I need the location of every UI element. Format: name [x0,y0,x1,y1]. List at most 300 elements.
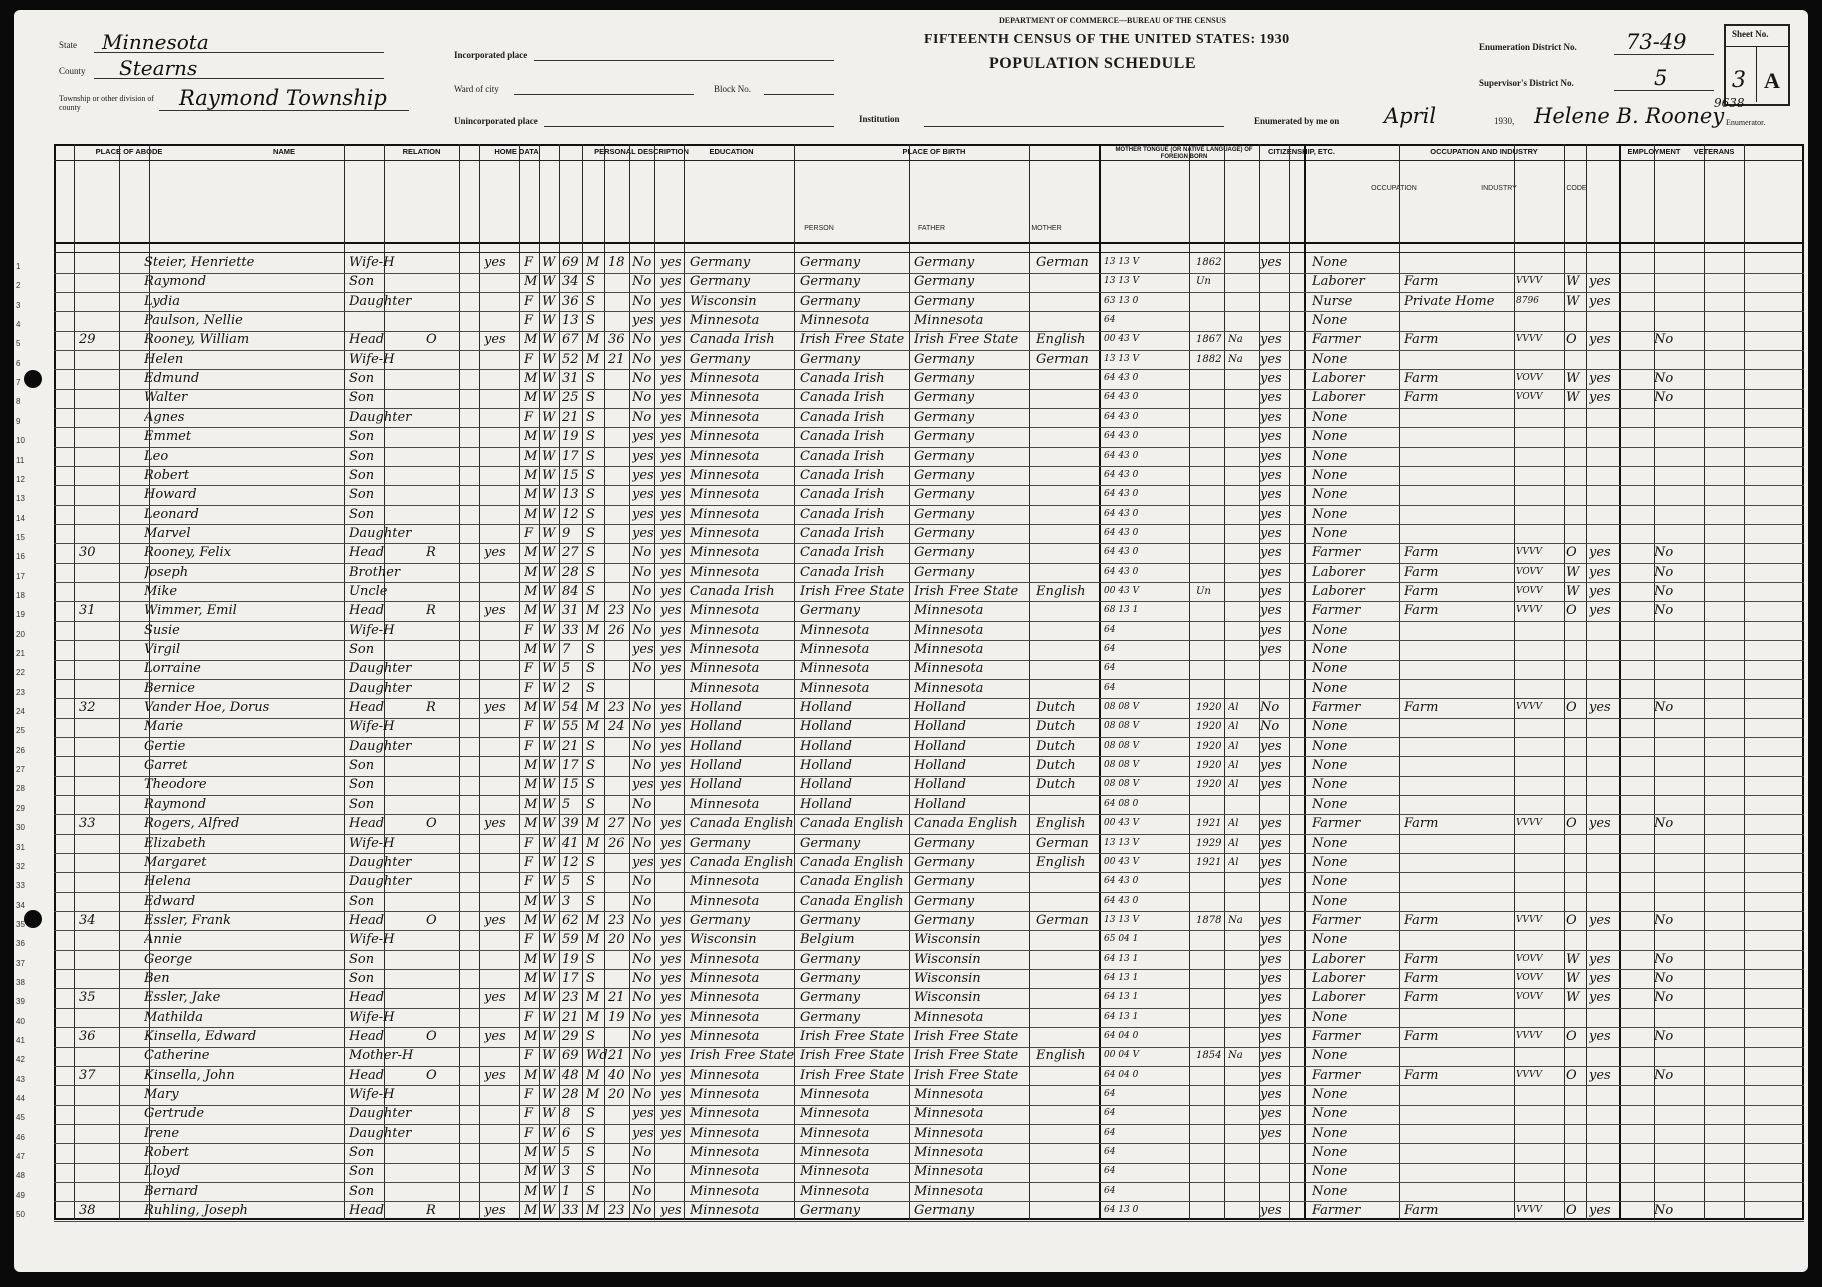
line-number: 43 [16,1074,25,1084]
home-tenure: R [426,603,436,619]
col-mother: MOTHER [1031,225,1062,232]
age: 3 [562,1164,571,1180]
unincorporated-label: Unincorporated place [454,116,538,126]
employed: yes [1589,1067,1611,1083]
mother-tongue: Dutch [1036,777,1076,793]
sex: F [524,1048,534,1064]
race: W [542,1183,556,1199]
sex: M [524,583,538,599]
dwelling-number: 37 [79,1067,96,1083]
age: 17 [562,448,579,464]
age: 62 [562,912,579,928]
age: 21 [562,738,579,754]
relation: Head [349,700,385,716]
sex: M [524,1145,538,1161]
speaks-english: yes [1260,622,1282,638]
birthplace-father: Germany [800,293,861,309]
relation: Head [349,816,385,832]
person-name: Annie [144,932,182,948]
speaks-english: yes [1260,1048,1282,1064]
industry: Farm [1404,700,1439,716]
immigration-year: 1878 [1196,914,1222,926]
occupation: Laborer [1312,970,1365,986]
home-tenure: O [426,332,437,348]
table-row [16,272,1804,293]
veteran: No [1654,332,1674,348]
birthplace-father: Minnesota [800,680,870,696]
line-number: 41 [16,1036,25,1045]
age-at-marriage: 40 [608,1067,625,1083]
occupation: Laborer [1312,371,1365,387]
birthplace-person: Minnesota [690,661,760,677]
occupation: Farmer [1312,603,1361,619]
group-place-of-abode: PLACE OF ABODE [95,147,163,156]
line-number: 10 [16,436,25,446]
age: 2 [562,680,571,696]
marital-status: Wd [586,1048,608,1064]
radio: yes [484,816,506,832]
naturalization: Na [1228,1050,1243,1062]
table-row [16,485,1804,506]
occupation: Farmer [1312,816,1361,832]
read-write: yes [660,661,682,677]
school: No [632,874,652,890]
speaks-english: yes [1260,874,1282,890]
speaks-english: yes [1260,1087,1282,1103]
col-father: FATHER [917,225,946,232]
birthplace-father: Minnesota [800,1145,870,1161]
birthplace-mother: Canada English [914,816,1018,832]
birthplace-mother: Germany [914,854,975,870]
birthplace-mother: Germany [914,448,975,464]
read-write: yes [660,371,682,387]
relation: Wife-H [349,1087,395,1103]
race: W [542,525,556,541]
birthplace-father: Germany [800,255,861,270]
table-row [16,853,1804,874]
relation: Head [349,332,385,348]
person-name: George [144,951,193,967]
radio: yes [484,603,506,619]
birthplace-code: 64 04 0 [1104,1069,1139,1080]
supervisor-value: 5 [1654,66,1668,90]
person-name: Gertrude [144,1106,205,1122]
read-write: yes [660,274,682,290]
sex: M [524,990,538,1006]
occupation: None [1312,893,1348,909]
speaks-english: yes [1260,1029,1282,1044]
birthplace-code: 64 43 0 [1104,431,1139,442]
radio: yes [484,912,506,928]
birthplace-code: 64 13 1 [1104,1011,1139,1022]
birthplace-code: 64 [1104,1127,1116,1138]
speaks-english: yes [1260,506,1282,522]
employed: yes [1589,970,1611,986]
race: W [542,274,556,290]
age: 15 [562,777,579,793]
occupation: None [1312,854,1348,870]
occupation: Farmer [1312,1067,1361,1083]
employed: yes [1589,816,1611,832]
school: yes [632,429,654,445]
birthplace-mother: Minnesota [914,680,984,696]
birthplace-person: Minnesota [690,409,760,425]
class-of-worker: W [1566,990,1580,1006]
birthplace-code: 65 04 1 [1104,934,1139,945]
line-number: 16 [16,552,25,562]
group-employment: EMPLOYMENT [1627,147,1681,156]
race: W [542,970,556,986]
occupation-code: VVVV [1516,276,1542,287]
person-name: Virgil [144,642,181,657]
race: W [542,332,556,348]
table-row [16,1046,1804,1067]
race: W [542,564,556,580]
sex: M [524,1029,538,1044]
birthplace-father: Germany [800,603,861,619]
birthplace-mother: Irish Free State [914,1067,1019,1083]
veteran: No [1654,951,1674,967]
birthplace-code: 00 43 V [1104,585,1140,596]
class-of-worker: O [1566,912,1577,928]
race: W [542,758,556,774]
read-write: yes [660,293,682,309]
occupation: None [1312,1087,1348,1103]
line-number: 4 [16,320,21,330]
birthplace-father: Germany [800,970,861,986]
employed: yes [1589,990,1611,1006]
age: 34 [562,274,579,290]
race: W [542,700,556,716]
employed: yes [1589,603,1611,619]
read-write: yes [660,951,682,967]
birthplace-father: Canada Irish [800,429,885,445]
naturalization: Al [1228,740,1239,752]
person-name: Robert [144,1145,190,1161]
occupation-code: VOVV [1516,953,1543,964]
person-name: Marie [144,719,184,735]
age: 8 [562,1106,571,1122]
birthplace-person: Germany [690,835,751,851]
table-row [16,1008,1804,1029]
table-row [16,1182,1804,1203]
person-name: Wimmer, Emil [144,603,237,619]
birthplace-person: Minnesota [690,564,760,580]
sex: F [524,661,534,677]
relation: Head [349,912,385,928]
line-number: 42 [16,1055,25,1065]
read-write: yes [660,1125,682,1141]
relation: Son [349,448,375,464]
relation: Head [349,1067,385,1083]
birthplace-person: Canada English [690,816,794,832]
birthplace-mother: Germany [914,545,975,561]
birthplace-code: 08 08 V [1104,702,1140,713]
table-row [16,698,1804,719]
birthplace-code: 64 43 0 [1104,411,1139,422]
person-name: Agnes [144,409,185,425]
table-row [16,543,1804,564]
relation: Wife-H [349,351,395,367]
industry: Farm [1404,371,1439,387]
marital-status: S [586,970,595,986]
age-at-marriage: 23 [608,1203,625,1219]
employed: yes [1589,1203,1611,1219]
birthplace-code: 64 13 1 [1104,992,1139,1003]
race: W [542,951,556,967]
race: W [542,429,556,445]
speaks-english: yes [1260,332,1282,348]
school: No [632,332,652,348]
relation: Head [349,990,385,1006]
read-write: yes [660,816,682,832]
marital-status: S [586,738,595,754]
birthplace-person: Minnesota [690,1183,760,1199]
marital-status: M [586,1087,600,1103]
immigration-year: 1862 [1196,257,1222,268]
read-write: yes [660,332,682,348]
age-at-marriage: 19 [608,1009,625,1025]
birthplace-father: Irish Free State [800,1067,905,1083]
line-number: 12 [16,474,25,484]
birthplace-father: Holland [800,796,852,812]
age: 25 [562,390,579,406]
school: No [632,700,652,716]
read-write: yes [660,409,682,425]
birthplace-mother: Germany [914,912,975,928]
industry: Farm [1404,583,1439,599]
employed: yes [1589,564,1611,580]
sex: F [524,719,534,735]
line-number: 28 [16,784,25,794]
birthplace-person: Holland [690,758,742,774]
person-name: Gertie [144,738,186,754]
read-write: yes [660,990,682,1006]
marital-status: S [586,951,595,967]
mother-tongue: English [1036,1048,1086,1064]
sex: M [524,777,538,793]
birthplace-code: 00 04 V [1104,1050,1140,1061]
person-name: Leonard [144,506,199,522]
age: 48 [562,1067,579,1083]
occupation-code: VVVV [1516,547,1542,558]
birthplace-code: 64 08 0 [1104,798,1139,809]
line-number: 27 [16,765,25,775]
speaks-english: yes [1260,545,1282,561]
table-row [16,427,1804,448]
birthplace-code: 64 [1104,1108,1116,1119]
birthplace-mother: Minnesota [914,1106,984,1122]
birthplace-mother: Minnesota [914,622,984,638]
read-write: yes [660,429,682,445]
veteran: No [1654,912,1674,928]
relation: Head [349,1203,385,1219]
speaks-english: yes [1260,255,1282,270]
person-name: Joseph [144,564,189,580]
birthplace-mother: Minnesota [914,642,984,657]
relation: Head [349,545,385,561]
relation: Daughter [349,409,412,425]
age: 13 [562,313,579,329]
schedule-title: POPULATION SCHEDULE [989,55,1197,72]
sex: F [524,313,534,329]
relation: Daughter [349,525,412,541]
birthplace-code: 13 13 V [1104,276,1140,287]
birthplace-code: 00 43 V [1104,818,1140,829]
sex: M [524,467,538,483]
incorporated-label: Incorporated place [454,50,528,60]
race: W [542,545,556,561]
birthplace-father: Canada Irish [800,371,885,387]
birthplace-code: 63 13 0 [1104,295,1139,306]
naturalization: Na [1228,353,1243,365]
school: No [632,390,652,406]
enum-district-label: Enumeration District No. [1479,42,1577,52]
col-occupation: OCCUPATION [1371,185,1417,192]
birthplace-code: 64 04 0 [1104,1031,1139,1041]
industry: Farm [1404,1067,1439,1083]
sex: M [524,970,538,986]
line-number: 19 [16,610,25,620]
relation: Son [349,371,375,387]
age: 5 [562,796,571,812]
occupation: None [1312,313,1348,329]
birthplace-code: 64 43 0 [1104,547,1139,558]
occupation: None [1312,835,1348,851]
line-number: 34 [16,900,25,910]
footer-instructions [54,1223,1804,1267]
sex: M [524,796,538,812]
birthplace-code: 08 08 V [1104,779,1140,790]
age: 41 [562,835,579,851]
birthplace-person: Minnesota [690,1203,760,1219]
person-name: Ruhling, Joseph [144,1203,248,1219]
home-tenure: O [426,816,437,832]
school: yes [632,525,654,541]
class-of-worker: W [1566,970,1580,986]
naturalization: Al [1228,760,1239,772]
race: W [542,893,556,909]
person-name: Essler, Jake [144,990,221,1006]
mother-tongue: Dutch [1036,738,1076,754]
birthplace-person: Minnesota [690,990,760,1006]
birthplace-father: Minnesota [800,1183,870,1199]
school: No [632,622,652,638]
marital-status: S [586,467,595,483]
col-person: PERSON [804,225,834,232]
home-tenure: O [426,1067,437,1083]
veteran: No [1654,700,1674,716]
age-at-marriage: 27 [608,816,625,832]
birthplace-person: Germany [690,912,751,928]
line-number: 49 [16,1190,25,1200]
birthplace-mother: Irish Free State [914,583,1019,599]
sex: M [524,1164,538,1180]
relation: Head [349,1029,385,1044]
birthplace-father: Holland [800,719,852,735]
state-value: Minnesota [102,30,209,54]
side-number: 9638 [1714,96,1745,110]
school: No [632,816,652,832]
employed: yes [1589,700,1611,716]
read-write: yes [660,603,682,619]
table-row [16,1027,1804,1048]
birthplace-mother: Minnesota [914,1183,984,1199]
immigration-year: 1921 [1196,856,1222,868]
school: No [632,1145,652,1161]
birthplace-father: Minnesota [800,1087,870,1103]
dwelling-number: 38 [79,1203,96,1219]
census-sheet [14,10,1808,1272]
school: No [632,738,652,754]
school: yes [632,854,654,870]
birthplace-person: Minnesota [690,506,760,522]
radio: yes [484,545,506,561]
employed: yes [1589,390,1611,406]
veteran: No [1654,583,1674,599]
marital-status: S [586,893,595,909]
age-at-marriage: 23 [608,912,625,928]
race: W [542,874,556,890]
table-row [16,892,1804,913]
dwelling-number: 31 [79,603,96,619]
birthplace-mother: Germany [914,409,975,425]
age: 28 [562,564,579,580]
class-of-worker: W [1566,951,1580,967]
line-number: 33 [16,881,25,891]
table-row [16,795,1804,816]
birthplace-mother: Germany [914,487,975,503]
table-row [16,330,1804,351]
age: 1 [562,1183,571,1199]
sex: M [524,912,538,928]
read-write: yes [660,487,682,503]
employed: yes [1589,951,1611,967]
person-name: Lloyd [144,1164,181,1180]
occupation-code: VOVV [1516,566,1543,577]
birthplace-person: Canada English [690,854,794,870]
age: 31 [562,371,579,387]
occupation: None [1312,255,1348,270]
age: 23 [562,990,579,1006]
birthplace-code: 64 43 0 [1104,527,1139,538]
table-row [16,447,1804,468]
relation: Daughter [349,874,412,890]
birthplace-mother: Minnesota [914,1009,984,1025]
marital-status: S [586,854,595,870]
group-relation: RELATION [402,147,441,156]
occupation: Farmer [1312,545,1361,561]
birthplace-person: Holland [690,719,742,735]
relation: Son [349,429,375,445]
school: No [632,835,652,851]
naturalization: Na [1228,334,1243,346]
industry: Farm [1404,1203,1439,1219]
sex: M [524,487,538,503]
immigration-year: 1920 [1196,740,1222,752]
age: 21 [562,409,579,425]
read-write: yes [660,835,682,851]
birthplace-person: Minnesota [690,545,760,561]
age: 84 [562,583,579,599]
census-title: FIFTEENTH CENSUS OF THE UNITED STATES: 1930 [924,32,1290,47]
line-number: 2 [16,281,21,291]
sex: M [524,448,538,464]
birthplace-mother: Holland [914,719,966,735]
sex: M [524,893,538,909]
read-write: yes [660,738,682,754]
birthplace-code: 64 43 0 [1104,392,1139,403]
